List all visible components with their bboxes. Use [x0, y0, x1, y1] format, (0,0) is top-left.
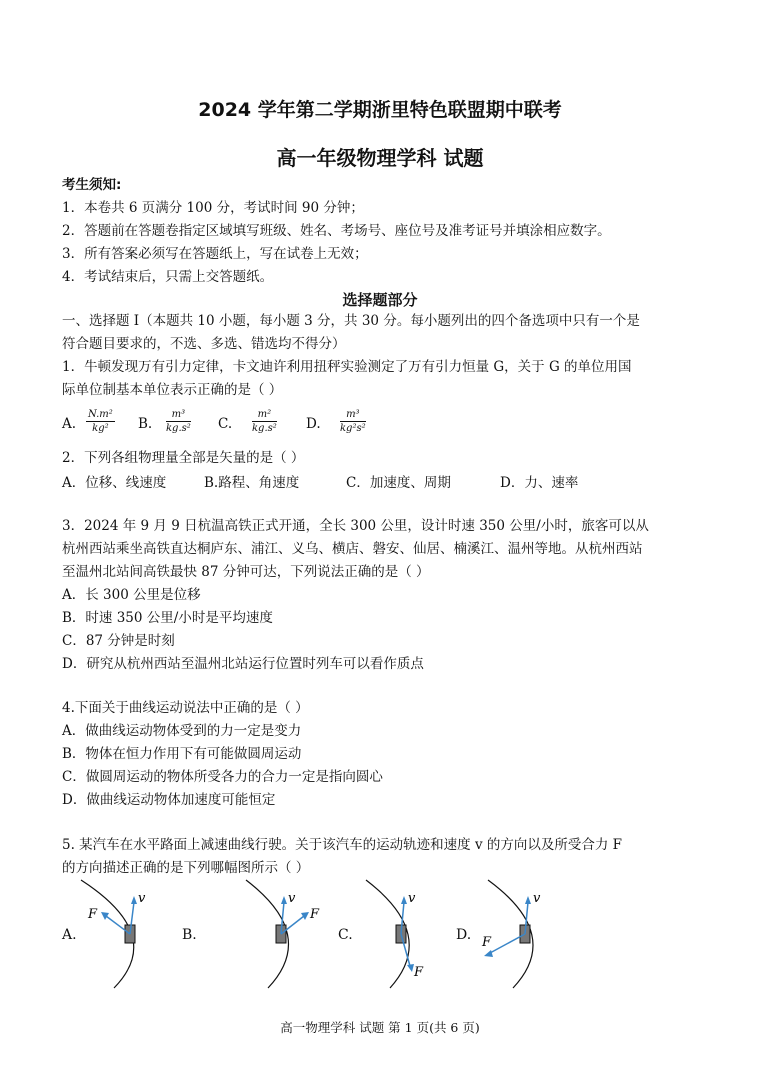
force-arrowhead [101, 912, 109, 920]
velocity-arrowhead [131, 896, 137, 904]
force-label: F [482, 935, 492, 950]
force-arrowhead [484, 950, 493, 957]
force-arrowhead [301, 912, 309, 920]
fraction-numerator: N.m² [88, 409, 113, 420]
q4-option: A．做曲线运动物体受到的力一定是变力 [62, 723, 302, 739]
force-label: F [414, 965, 424, 980]
q1-stem-line: 1．牛顿发现万有引力定律，卡文迪许利用扭秤实验测定了万有引力恒量 G，关于 G 的单位用国 [62, 359, 632, 375]
fraction-denominator: kg² [92, 423, 109, 434]
q3-option: B．时速 350 公里/小时是平均速度 [62, 610, 273, 626]
q3-stem-line: 3．2024 年 9 月 9 日杭温高铁正式开通，全长 300 公里，设计时速 350 公里/小时，旅客可以从 [62, 518, 649, 534]
section-intro-line: 一、选择题 I（本题共 10 小题，每小题 3 分，共 30 分。每小题列出的四个备选项中只有一个是 [62, 313, 640, 329]
q4-option: D．做曲线运动物体加速度可能恒定 [62, 792, 276, 808]
notice-item: 4．考试结束后，只需上交答题纸。 [62, 269, 274, 285]
q3-option: A．长 300 公里是位移 [62, 587, 201, 603]
q1-option-b-fraction [166, 408, 191, 435]
velocity-arrowhead [281, 896, 287, 904]
notice-heading: 考生须知: [62, 177, 122, 193]
page-footer: 高一物理学科 试题 第 1 页(共 6 页) [280, 1020, 480, 1035]
q3-option: C．87 分钟是时刻 [62, 633, 175, 649]
q1-option-label: B. [138, 416, 153, 432]
fraction-denominator: kg.s² [252, 423, 277, 434]
q1-stem-line: 际单位制基本单位表示正确的是（ ） [62, 382, 283, 398]
q1-option-label: C. [218, 416, 233, 432]
q3-stem-line: 至温州北站间高铁最快 87 分钟可达，下列说法正确的是（ ） [62, 564, 430, 580]
notice-item: 2．答题前在答题卷指定区域填写班级、姓名、考场号、座位号及准考证号并填涂相应数字。 [62, 223, 611, 239]
q1-option-c-fraction [252, 408, 277, 435]
q2-option: D．力、速率 [500, 475, 579, 491]
q5-figure-d [478, 880, 588, 990]
section-intro-line: 符合题目要求的，不选、多选、错选均不得分） [62, 336, 346, 352]
notice-item: 1．本卷共 6 页满分 100 分，考试时间 90 分钟； [62, 200, 364, 216]
velocity-label: v [138, 891, 146, 906]
q4-option: B．物体在恒力作用下有可能做圆周运动 [62, 746, 302, 762]
q3-option: D．研究从杭州西站至温州北站运行位置时列车可以看作质点 [62, 656, 424, 672]
exam-subtitle: 高一年级物理学科 试题 [276, 146, 484, 170]
q1-option-a-fraction [86, 408, 115, 435]
q1-option-label: A. [62, 416, 77, 432]
fraction-denominator: kg.s² [166, 423, 191, 434]
velocity-arrowhead [401, 896, 407, 904]
exam-title: 2024 学年第二学期浙里特色联盟期中联考 [198, 99, 562, 121]
force-label: F [310, 907, 320, 922]
q1-option-label: D. [306, 416, 321, 432]
q5-figure-a [76, 880, 186, 990]
q5-stem-line: 的方向描述正确的是下列哪幅图所示（ ） [62, 860, 310, 876]
q4-stem: 4.下面关于曲线运动说法中正确的是（ ） [62, 700, 309, 716]
q2-option: C．加速度、周期 [346, 475, 451, 491]
velocity-label: v [408, 891, 416, 906]
q5-figure-b-label: B. [182, 927, 197, 943]
q2-option: B.路程、角速度 [204, 475, 300, 491]
fraction-numerator: m³ [166, 408, 191, 422]
q1-option-d-fraction [340, 408, 366, 435]
q3-stem-line: 杭州西站乘坐高铁直达桐庐东、浦江、义乌、横店、磐安、仙居、楠溪江、温州等地。从杭州西站 [62, 541, 643, 557]
q5-figure-c-label: C. [338, 927, 353, 943]
q4-option: C．做圆周运动的物体所受各力的合力一定是指向圆心 [62, 769, 383, 785]
q2-stem: 2．下列各组物理量全部是矢量的是（ ） [62, 450, 305, 466]
velocity-label: v [533, 891, 541, 906]
velocity-arrowhead [525, 896, 531, 904]
q5-figure-a-label: A. [62, 927, 77, 943]
q5-figure-b [238, 880, 348, 990]
section-title: 选择题部分 [342, 291, 418, 309]
force-label: F [88, 907, 98, 922]
notice-item: 3．所有答案必须写在答题纸上，写在试卷上无效； [62, 246, 368, 262]
fraction-denominator: kg²s² [340, 423, 366, 434]
fraction-numerator: m³ [340, 408, 366, 422]
q5-figure-d-label: D. [456, 927, 472, 943]
fraction-numerator: m² [252, 408, 277, 422]
q5-figure-c [358, 880, 468, 1000]
q5-stem-line: 5. 某汽车在水平路面上减速曲线行驶。关于该汽车的运动轨迹和速度 v 的方向以及所受合力 F [62, 837, 623, 853]
force-arrowhead [407, 964, 414, 972]
velocity-label: v [288, 891, 296, 906]
q2-option: A．位移、线速度 [62, 475, 167, 491]
